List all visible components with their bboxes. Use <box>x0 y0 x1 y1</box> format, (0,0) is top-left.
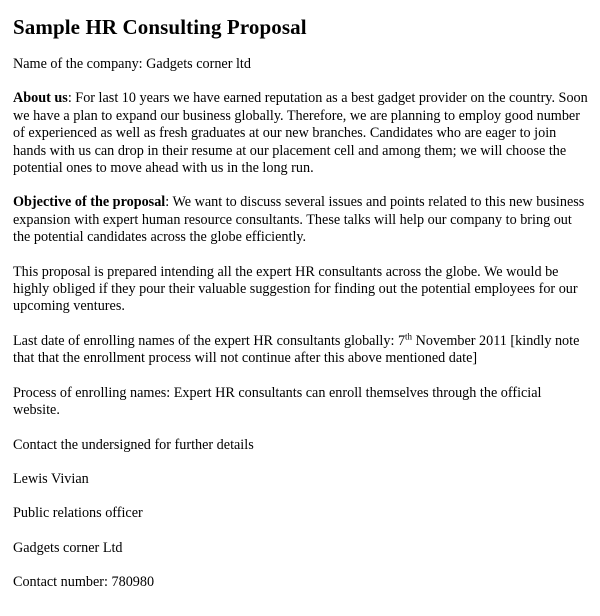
deadline-prefix: Last date of enrolling names of the expert HR consultants globally: 7 <box>13 332 406 349</box>
objective-text: : We want to discuss several issues and points related to this new business expansion with expert human resource consultants. These talks will help our company to bring out the potential candidates across the globe efficiently. <box>13 194 585 246</box>
document-page <box>0 14 600 616</box>
process-paragraph: Process of enrolling names: Expert HR consultants can enroll themselves through the official website. <box>13 384 542 419</box>
about-us-paragraph <box>13 90 590 177</box>
contact-intro: Contact the undersigned for further details <box>13 436 254 453</box>
deadline-ordinal-suffix: th <box>405 331 413 342</box>
about-us-text: : For last 10 years we have earned reputation as a best gadget provider on the country. Soon we have a plan to expand our business globally. Therefore, we are planning to employ good number of experienced as well as fresh graduates at our new branches. Candidates who are eager to join hands with us can drop in their resume at our placement cell and among them; we will choose the potential ones to move ahead with us in the long run. <box>13 90 588 177</box>
signatory-name: Lewis Vivian <box>13 470 89 487</box>
about-us-label: About us <box>13 90 68 107</box>
deadline-suffix: November 2011 [kindly note that that the enrollment process will not continue after this above mentioned date] <box>13 332 580 367</box>
document-title: Sample HR Consulting Proposal <box>13 15 307 39</box>
intent-paragraph: This proposal is prepared intending all the expert HR consultants across the globe. We would be highly obliged if they pour their valuable suggestion for finding out the potential employees for our upcoming ventures. <box>13 263 578 315</box>
objective-paragraph <box>13 194 590 246</box>
company-name-line: Name of the company: Gadgets corner ltd <box>13 56 251 72</box>
contact-number: Contact number: 780980 <box>13 574 155 591</box>
deadline-paragraph <box>13 333 590 368</box>
signatory-role: Public relations officer <box>13 505 143 522</box>
objective-label: Objective of the proposal <box>13 194 166 211</box>
signatory-organization: Gadgets corner Ltd <box>13 539 123 556</box>
